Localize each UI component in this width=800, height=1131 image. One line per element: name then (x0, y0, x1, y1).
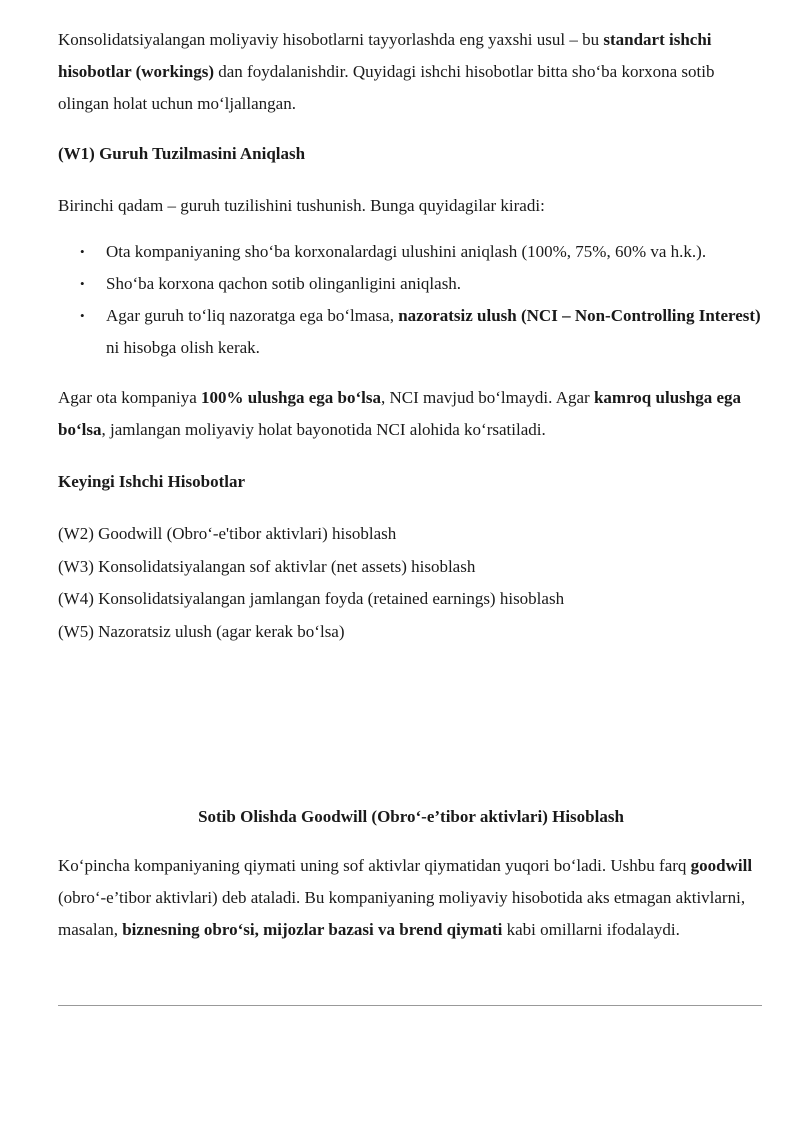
intro-paragraph (58, 24, 764, 120)
workings-list (58, 518, 764, 648)
intro-text-1: Konsolidatsiyalangan moliyaviy hisobotlarni tayyorlashda eng yaxshi usul – bu (58, 30, 604, 49)
goodwill-text-1: Ko‘pincha kompaniyaning qiymati uning sof aktivlar qiymatidan yuqori bo‘ladi. Ushbu farq (58, 856, 691, 875)
w1-heading: (W1) Guruh Tuzilmasini Aniqlash (58, 144, 306, 163)
working-w5: (W5) Nazoratsiz ulush (agar kerak bo‘lsa) (58, 621, 345, 641)
goodwill-heading: Sotib Olishda Goodwill (Obro‘-e’tibor aktivlari) Hisoblash (198, 807, 624, 826)
list-item-text: ni hisobga olish kerak. (106, 338, 260, 357)
nci-text-3: , jamlangan moliyaviy holat bayonotida NCI alohida ko‘rsatiladi. (101, 420, 546, 439)
goodwill-bold-1: goodwill (690, 856, 753, 875)
next-workings-heading: Keyingi Ishchi Hisobotlar (58, 472, 246, 491)
intro-bold-1: standart ishchi hisobotlar (workings) (58, 30, 712, 81)
nci-paragraph (58, 382, 764, 446)
working-w2: (W2) Goodwill (Obro‘-e'tibor aktivlari) hisoblash (58, 524, 397, 543)
nci-text-1: Agar ota kompaniya (58, 388, 202, 407)
document-page (58, 24, 764, 939)
goodwill-bold-2: biznesning obro‘si, mijozlar bazasi va brend qiymati (122, 920, 503, 939)
list-item (58, 300, 764, 364)
bullet-icon: • (80, 276, 85, 291)
working-w3: (W3) Konsolidatsiyalangan sof aktivlar (net assets) hisoblash (58, 556, 476, 576)
goodwill-paragraph (58, 850, 764, 946)
intro-text-2: dan foydalanishdir. Quyidagi ishchi hisobotlar bitta sho‘ba korxona sotib olingan holat uchun mo‘ljallangan. (58, 62, 715, 113)
list-item-text: Ota kompaniyaning sho‘ba korxonalardagi ulushini aniqlash (100%, 75%, 60% va h.k.). (106, 242, 707, 261)
w1-lead-paragraph: Birinchi qadam – guruh tuzilishini tushunish. Bunga quyidagilar kiradi: (58, 196, 545, 215)
list-item (58, 268, 764, 300)
goodwill-text-2: (obro‘-e’tibor aktivlari) deb ataladi. Bu kompaniyaning moliyaviy hisobotida aks etmagan aktivlarni, masalan, (58, 888, 746, 939)
list-item-text: Sho‘ba korxona qachon sotib olinganligini aniqlash. (106, 274, 462, 293)
list-item (58, 236, 764, 268)
bullet-icon: • (80, 308, 85, 323)
bullet-icon: • (80, 244, 85, 259)
nci-text-2: , NCI mavjud bo‘lmaydi. Agar (381, 388, 594, 407)
goodwill-text-3: kabi omillarni ifodalaydi. (502, 920, 680, 939)
working-w4: (W4) Konsolidatsiyalangan jamlangan foyda (retained earnings) hisoblash (58, 589, 565, 608)
list-item-text: Agar guruh to‘liq nazoratga ega bo‘lmasa, (106, 306, 399, 325)
w1-bullet-list (58, 236, 764, 364)
nci-bold-1: 100% ulushga ega bo‘lsa (201, 388, 381, 407)
nci-bold-2: kamroq ulushga ega bo‘lsa (58, 388, 742, 439)
horizontal-rule (58, 1005, 762, 1006)
list-item-bold: nazoratsiz ulush (NCI – Non-Controlling Interest) (398, 306, 761, 325)
